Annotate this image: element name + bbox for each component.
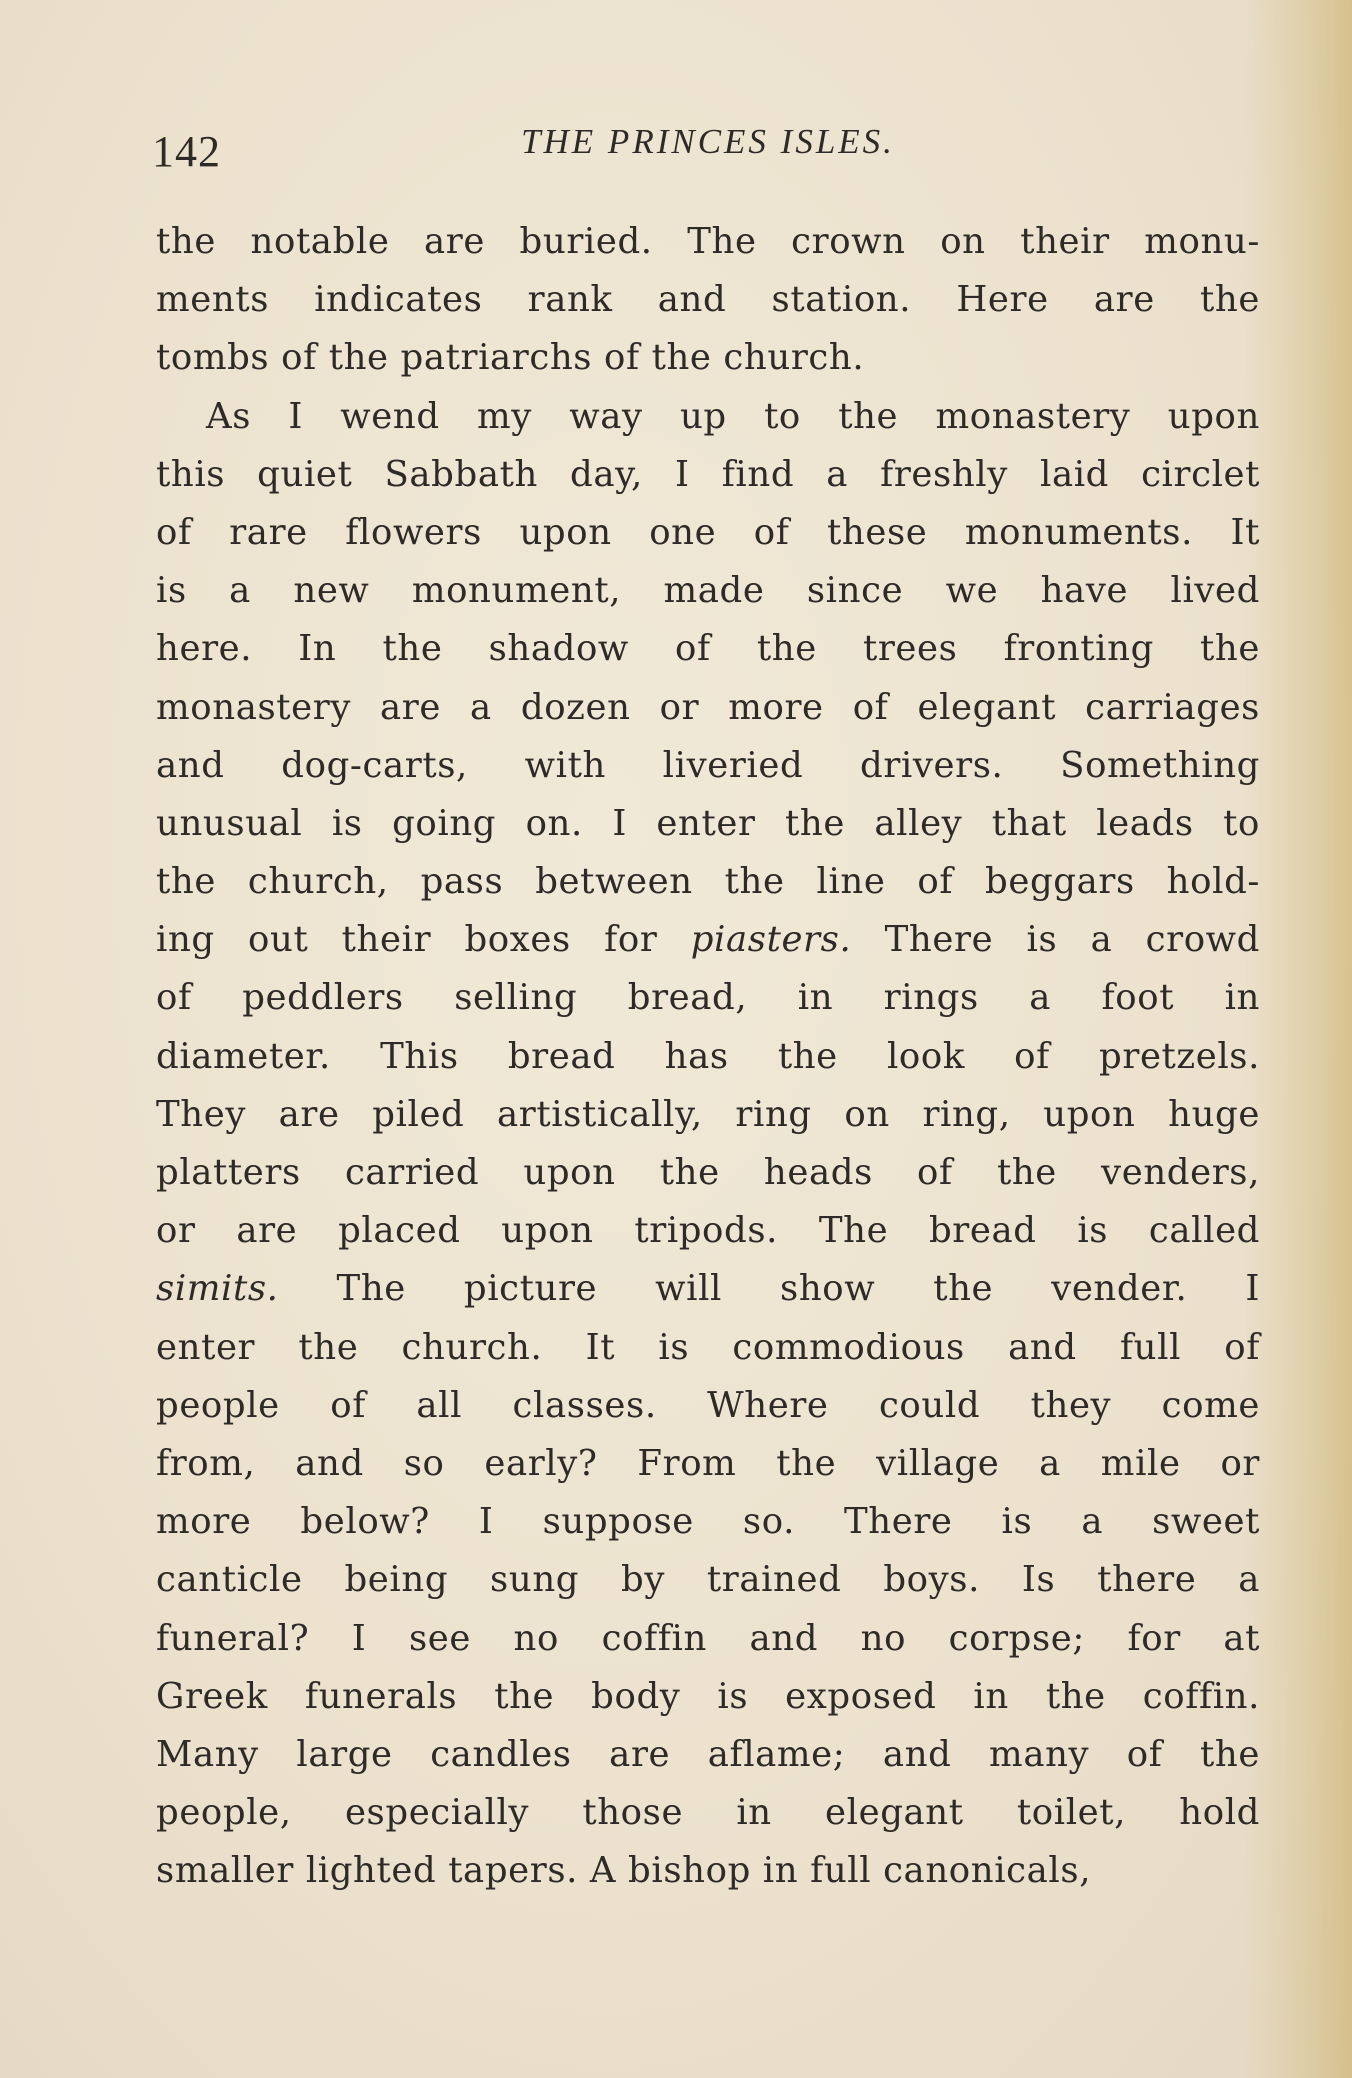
text-line: diameter. This bread has the look of pretzels. [156, 1035, 1260, 1077]
text-line: They are piled artistically, ring on ring, upon huge [156, 1093, 1260, 1135]
text-line: tombs of the patriarchs of the church. [156, 337, 865, 379]
text-line: or are placed upon tripods. The bread is called [156, 1210, 1260, 1252]
text-line: ments indicates rank and station. Here are the [156, 279, 1260, 321]
italic-word: simits. [156, 1268, 279, 1310]
text-line: of rare flowers upon one of these monuments. It [156, 511, 1260, 553]
text-line: funeral? I see no coffin and no corpse; for at [156, 1617, 1260, 1659]
text-line: more below? I suppose so. There is a sweet [156, 1501, 1260, 1543]
page-header [150, 118, 1266, 178]
text-line: is a new monument, made since we have lived [156, 570, 1260, 612]
text-segment: There is a crowd [851, 919, 1260, 961]
text-line: smaller lighted tapers. A bishop in full canonicals, [156, 1850, 1092, 1892]
text-line: monastery are a dozen or more of elegant carriages [156, 686, 1260, 728]
text-line: from, and so early? From the village a mile or [156, 1442, 1260, 1484]
italic-word: piasters. [690, 919, 852, 961]
text-line: people, especially those in elegant toilet, hold [156, 1792, 1260, 1834]
running-title: THE PRINCES ISLES. [521, 122, 895, 161]
text-line [156, 911, 1260, 969]
text-line: unusual is going on. I enter the alley that leads to [156, 802, 1260, 844]
text-line: the church, pass between the line of beggars hold- [156, 861, 1260, 903]
text-line: the notable are buried. The crown on their monu- [156, 221, 1260, 262]
text-line: of peddlers selling bread, in rings a foot in [156, 977, 1260, 1019]
text-segment: ing out their boxes for [156, 919, 691, 961]
text-line: Greek funerals the body is exposed in the coffin. [156, 1675, 1260, 1717]
body-text [156, 213, 1260, 1900]
text-line: platters carried upon the heads of the venders, [156, 1152, 1260, 1193]
text-line: this quiet Sabbath day, I find a freshly laid circlet [156, 453, 1260, 495]
page-number: 142 [152, 127, 221, 176]
text-line: Many large candles are aflame; and many of the [156, 1733, 1260, 1775]
text-line: enter the church. It is commodious and full of [156, 1326, 1260, 1368]
text-line: As I wend my way up to the monastery upon [206, 395, 1260, 437]
text-line: and dog-carts, with liveried drivers. Something [156, 744, 1260, 786]
text-segment: The picture will show the vender. I [278, 1268, 1260, 1310]
text-line: canticle being sung by trained boys. Is there a [156, 1559, 1260, 1601]
text-line: here. In the shadow of the trees fronting the [156, 628, 1260, 670]
text-line: people of all classes. Where could they come [156, 1384, 1260, 1426]
text-line [156, 1260, 1260, 1318]
